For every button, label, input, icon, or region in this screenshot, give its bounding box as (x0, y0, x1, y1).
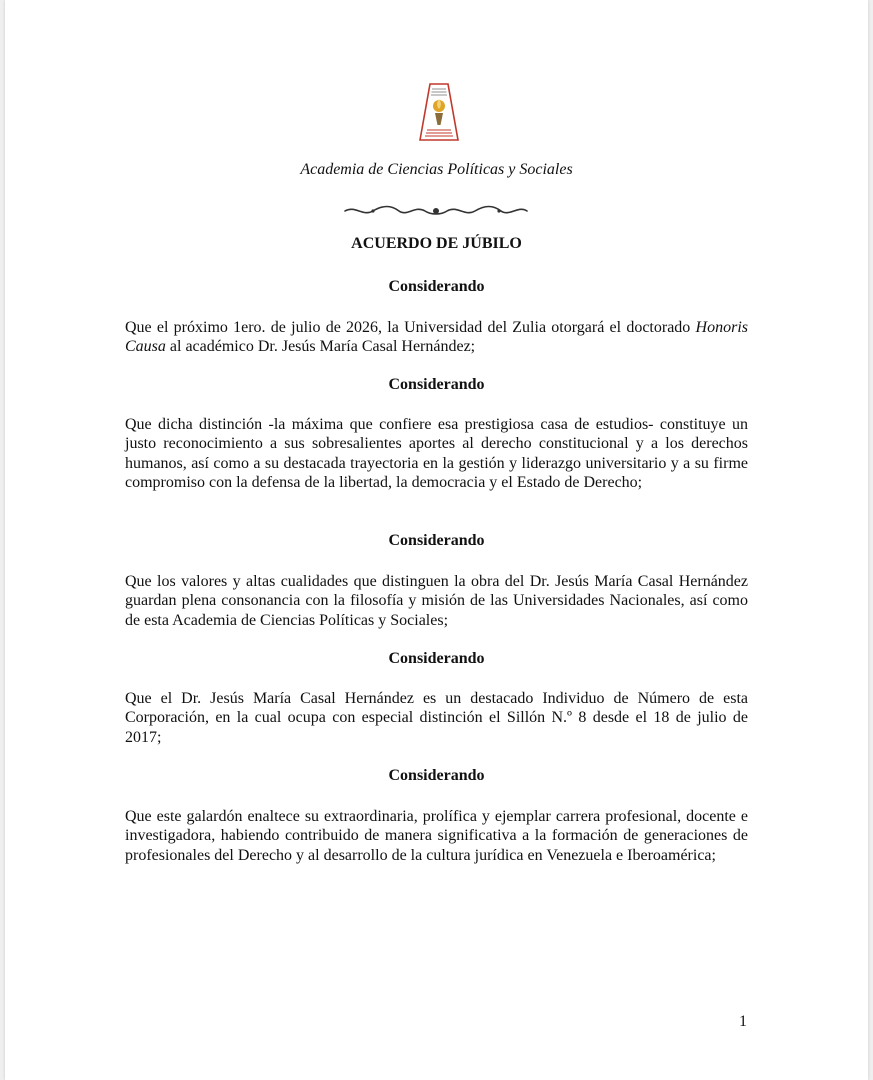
section-paragraph: Que este galardón enaltece su extraordinaria, prolífica y ejemplar carrera profesional, docente e investigadora, habiendo contribuido de manera significativa a la formación de generaciones de profesionales del Derecho y al desarrollo de la cultura jurídica en Venezuela e Iberoamérica; (125, 808, 748, 864)
institution-name: Academia de Ciencias Políticas y Sociales (300, 161, 573, 178)
section-heading: Considerando (388, 376, 485, 393)
section-paragraph (125, 318, 748, 357)
paragraph-text: al académico Dr. Jesús María Casal Hernández; (165, 338, 476, 356)
section-heading: Considerando (388, 532, 485, 549)
document-page (5, 0, 868, 1080)
ornamental-divider-icon (343, 203, 529, 219)
page-number: 1 (739, 1013, 747, 1030)
section-heading: Considerando (388, 650, 485, 667)
paragraph-text: Que el próximo 1ero. de julio de 2026, la Universidad del Zulia otorgará el doctorado (125, 319, 696, 336)
section-heading: Considerando (388, 278, 485, 295)
paragraph-italic-text: Honoris Causa (125, 319, 748, 356)
section-heading: Considerando (388, 767, 485, 784)
section-paragraph: Que dicha distinción -la máxima que confiere esa prestigiosa casa de estudios- constituye un justo reconocimiento a sus sobresalientes aportes al derecho constitucional y a los derechos humanos, así como a su destacada trayectoria en la gestión y liderazgo universitario y a su firme compromiso con la defensa de la libertad, la democracia y el Estado de Derecho; (125, 416, 748, 492)
section-paragraph: Que los valores y altas cualidades que distinguen la obra del Dr. Jesús María Casal Hernández guardan plena consonancia con la filosofía y misión de las Universidades Nacionales, así como de esta Academia de Ciencias Políticas y Sociales; (125, 573, 748, 629)
section-paragraph: Que el Dr. Jesús María Casal Hernández es un destacado Individuo de Número de esta Corporación, en la cual ocupa con especial distinción el Sillón N.º 8 desde el 18 de julio de 2017; (125, 690, 748, 746)
academy-logo-icon (417, 82, 461, 142)
document-title: ACUERDO DE JÚBILO (351, 235, 522, 252)
